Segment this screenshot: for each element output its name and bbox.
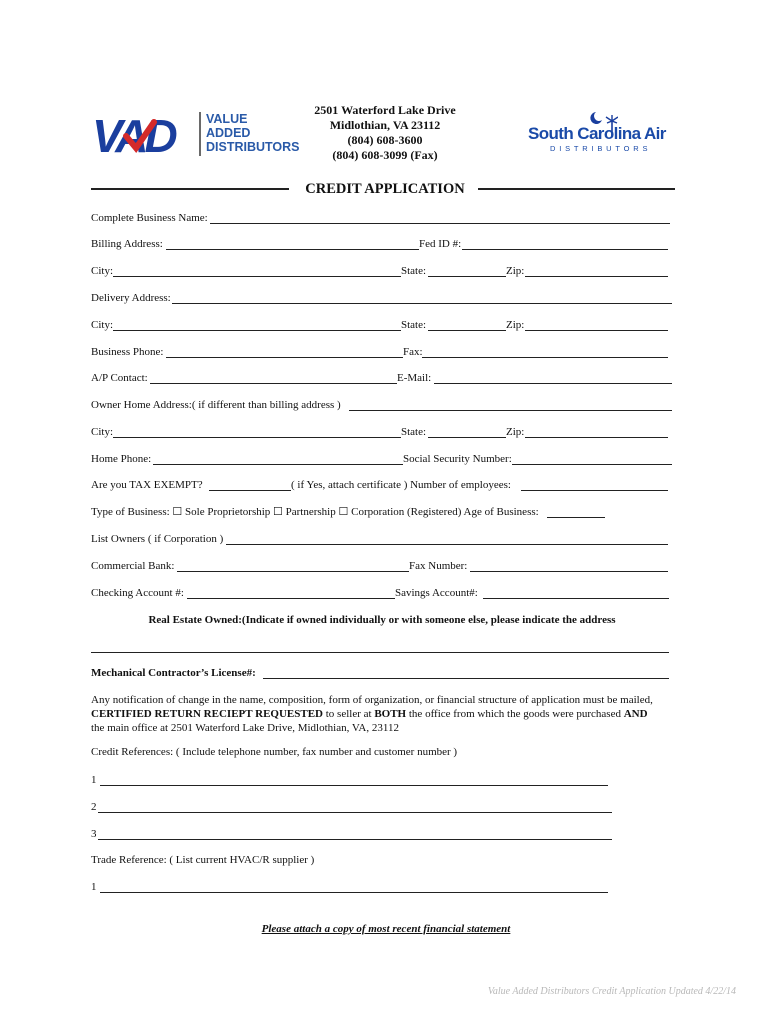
owner-zip-field[interactable] xyxy=(525,437,668,438)
sc-air-sub: DISTRIBUTORS xyxy=(550,144,652,153)
zip-label: Zip: xyxy=(506,426,525,438)
vad-logo xyxy=(92,110,302,160)
owner-home-address-field[interactable] xyxy=(349,410,672,411)
ssn-field[interactable] xyxy=(512,464,672,465)
zip-field[interactable] xyxy=(525,276,668,277)
owner-home-address-label: Owner Home Address:( if different than billing address ) xyxy=(91,399,341,411)
city-field[interactable] xyxy=(113,276,401,277)
list-owners-label: List Owners ( if Corporation ) xyxy=(91,533,224,545)
mechanical-license-field[interactable] xyxy=(263,678,669,679)
delivery-address-field[interactable] xyxy=(172,303,672,304)
notice-both-text: BOTH xyxy=(374,708,407,720)
state-label: State: xyxy=(401,265,427,277)
address-line: (804) 608-3600 xyxy=(347,133,423,147)
business-phone-field[interactable] xyxy=(166,357,403,358)
ssn-label: Social Security Number: xyxy=(403,453,512,465)
state-field[interactable] xyxy=(428,276,506,277)
employees-field[interactable] xyxy=(521,490,668,491)
sc-air-name: South Carolina Air xyxy=(528,124,666,143)
age-of-business-field[interactable] xyxy=(547,517,605,518)
credit-reference-number: 3 xyxy=(91,828,97,840)
real-estate-field[interactable] xyxy=(91,652,669,653)
owner-city-field[interactable] xyxy=(113,437,401,438)
vad-logo-word: ADDED xyxy=(206,126,251,140)
zip-label: Zip: xyxy=(506,265,525,277)
delivery-zip-field[interactable] xyxy=(525,330,668,331)
fax-field[interactable] xyxy=(422,357,668,358)
attach-statement-note: Please attach a copy of most recent financial statement xyxy=(261,923,511,935)
vad-logo-word: VALUE xyxy=(206,112,248,126)
list-owners-field[interactable] xyxy=(226,544,668,545)
fed-id-field[interactable] xyxy=(462,249,668,250)
delivery-city-field[interactable] xyxy=(113,330,401,331)
form-title: CREDIT APPLICATION xyxy=(305,181,465,197)
checking-account-label: Checking Account #: xyxy=(91,587,184,599)
city-label: City: xyxy=(91,426,114,438)
notice-paragraph xyxy=(91,693,691,735)
billing-address-label: Billing Address: xyxy=(91,238,163,250)
svg-text:VAD: VAD xyxy=(92,110,174,160)
commercial-bank-label: Commercial Bank: xyxy=(91,560,175,572)
vad-logo-mark-icon xyxy=(92,110,200,160)
commercial-bank-field[interactable] xyxy=(177,571,409,572)
credit-reference-field[interactable] xyxy=(98,839,612,840)
delivery-address-label: Delivery Address: xyxy=(91,292,171,304)
credit-reference-field[interactable] xyxy=(98,812,612,813)
notice-line: Any notification of change in the name, composition, form of organization, or financial structure of application must be mailed, xyxy=(91,694,653,706)
employees-label: ( if Yes, attach certificate ) Number of employees: xyxy=(291,479,511,491)
certified-return-text: CERTIFIED RETURN RECIEPT REQUESTED xyxy=(91,708,323,720)
credit-reference-field[interactable] xyxy=(100,785,608,786)
trade-reference-number: 1 xyxy=(91,881,97,893)
notice-line: the main office at 2501 Waterford Lake Drive, Midlothian, VA, 23112 xyxy=(91,722,399,734)
credit-reference-number: 2 xyxy=(91,801,97,813)
fed-id-label: Fed ID #: xyxy=(419,238,462,250)
fax-number-label: Fax Number: xyxy=(409,560,468,572)
owner-state-field[interactable] xyxy=(428,437,506,438)
company-address xyxy=(280,103,490,163)
state-label: State: xyxy=(401,426,427,438)
vad-logo-divider xyxy=(199,112,201,156)
trade-reference-field[interactable] xyxy=(100,892,608,893)
home-phone-label: Home Phone: xyxy=(91,453,152,465)
email-field[interactable] xyxy=(434,383,672,384)
home-phone-field[interactable] xyxy=(153,464,403,465)
city-label: City: xyxy=(91,319,114,331)
delivery-state-field[interactable] xyxy=(428,330,506,331)
trade-reference-label: Trade Reference: ( List current HVAC/R supplier ) xyxy=(91,854,315,866)
billing-address-field[interactable] xyxy=(166,249,419,250)
title-rule-right xyxy=(478,188,675,190)
ap-contact-field[interactable] xyxy=(150,383,397,384)
business-phone-label: Business Phone: xyxy=(91,346,164,358)
business-type-label: Type of Business: ☐ Sole Proprietorship ☐ Partnership ☐ Corporation (Registered) Age of Business: xyxy=(91,506,539,518)
checking-account-field[interactable] xyxy=(187,598,395,599)
city-label: City: xyxy=(91,265,114,277)
vad-logo-word: DISTRIBUTORS xyxy=(206,140,300,154)
address-line: (804) 608-3099 (Fax) xyxy=(332,148,438,162)
business-name-field[interactable] xyxy=(210,223,670,224)
title-rule-left xyxy=(91,188,289,190)
notice-text: to seller at xyxy=(323,708,375,720)
zip-label: Zip: xyxy=(506,319,525,331)
mechanical-license-label: Mechanical Contractor’s License#: xyxy=(91,667,256,679)
fax-label: Fax: xyxy=(403,346,423,358)
real-estate-label: Real Estate Owned:(Indicate if owned individually or with someone else, please indicate the address xyxy=(148,614,616,626)
footer-note: Value Added Distributors Credit Application Updated 4/22/14 xyxy=(487,986,736,997)
savings-account-field[interactable] xyxy=(483,598,669,599)
sc-air-logo xyxy=(528,108,688,158)
address-line: Midlothian, VA 23112 xyxy=(329,118,441,132)
tax-exempt-field[interactable] xyxy=(209,490,291,491)
email-label: E-Mail: xyxy=(397,372,432,384)
credit-reference-number: 1 xyxy=(91,774,97,786)
business-name-label: Complete Business Name: xyxy=(91,212,208,224)
notice-text: the office from which the goods were purchased xyxy=(406,708,624,720)
savings-account-label: Savings Account#: xyxy=(395,587,478,599)
fax-number-field[interactable] xyxy=(470,571,668,572)
address-line: 2501 Waterford Lake Drive xyxy=(314,103,456,117)
state-label: State: xyxy=(401,319,427,331)
credit-references-label: Credit References: ( Include telephone number, fax number and customer number ) xyxy=(91,746,458,758)
notice-line xyxy=(91,707,691,721)
ap-contact-label: A/P Contact: xyxy=(91,372,148,384)
notice-and-text: AND xyxy=(623,708,648,720)
tax-exempt-label: Are you TAX EXEMPT? xyxy=(91,479,203,491)
